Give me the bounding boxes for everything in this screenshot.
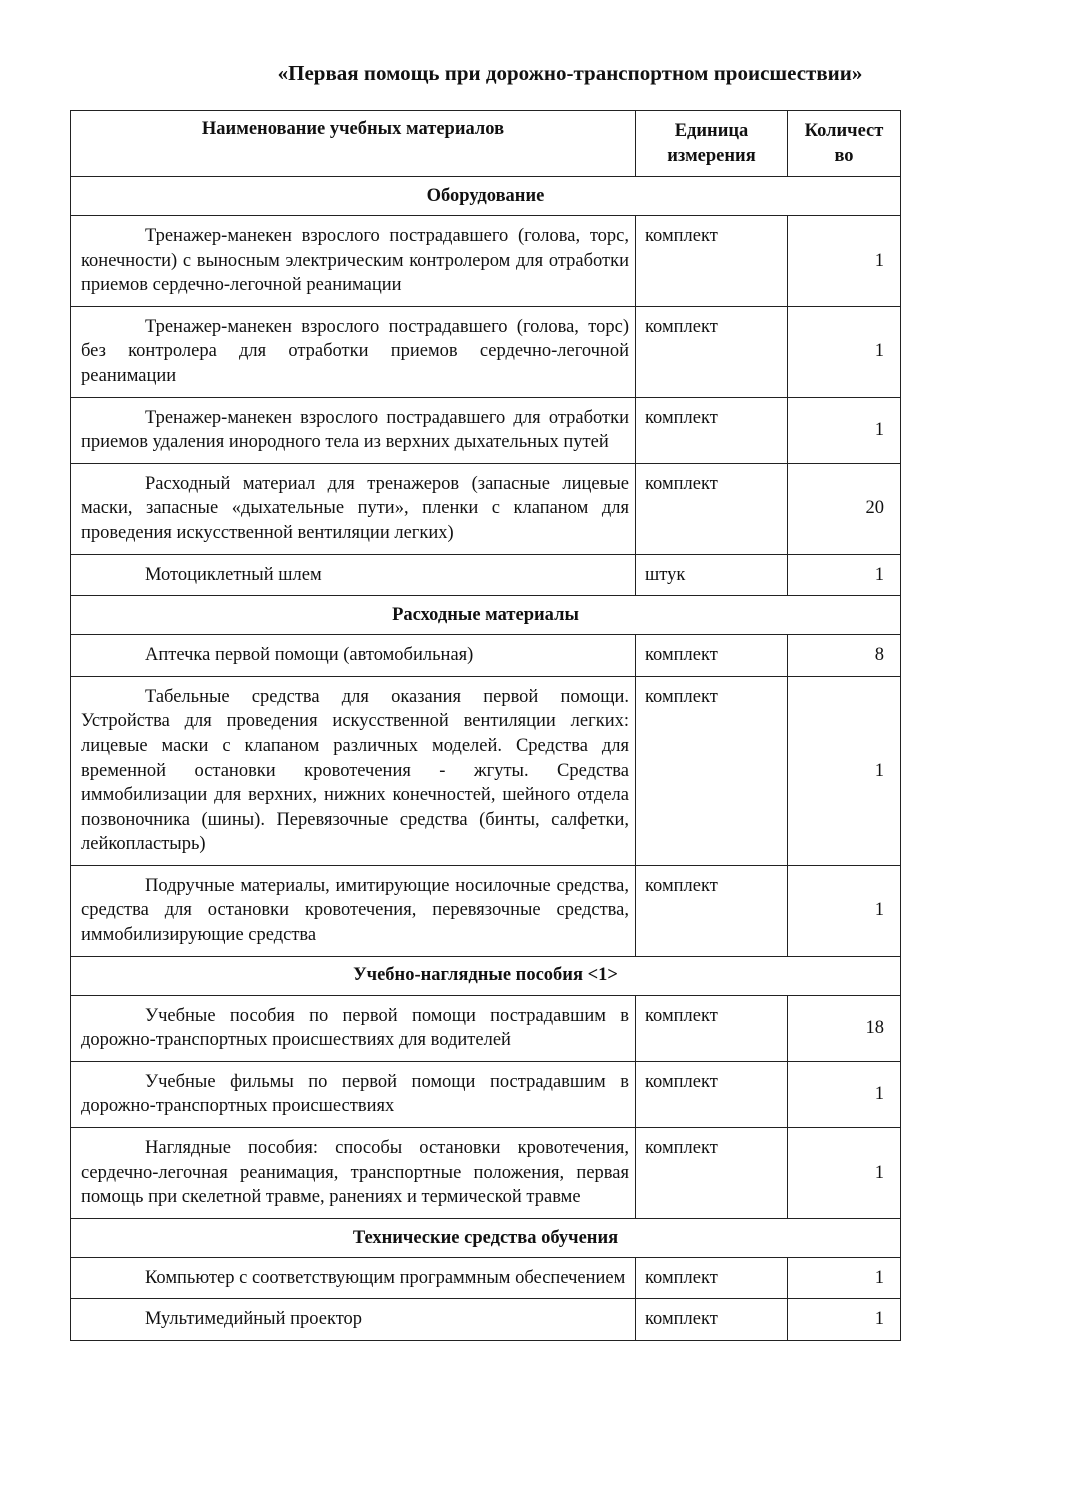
materials-table xyxy=(70,110,901,1341)
quantity-cell: 1 xyxy=(788,306,901,397)
quantity-cell: 1 xyxy=(788,1299,901,1341)
section-title: Оборудование xyxy=(71,177,901,216)
quantity-cell: 1 xyxy=(788,865,901,956)
material-name-cell xyxy=(71,554,636,596)
column-header-name: Наименование учебных материалов xyxy=(71,111,636,177)
material-name: Мотоциклетный шлем xyxy=(145,564,322,585)
unit-cell: комплект xyxy=(636,676,788,865)
table-row xyxy=(71,1061,901,1127)
unit-cell: штук xyxy=(636,554,788,596)
material-name: Мультимедийный проектор xyxy=(145,1309,363,1330)
quantity-cell: 1 xyxy=(788,1128,901,1219)
material-name: Компьютер с соответствующим программным обеспечением xyxy=(145,1267,626,1288)
unit-cell: комплект xyxy=(636,995,788,1061)
table-row xyxy=(71,1299,901,1341)
quantity-cell: 8 xyxy=(788,635,901,677)
unit-cell: комплект xyxy=(636,1128,788,1219)
unit-cell: комплект xyxy=(636,306,788,397)
table-row xyxy=(71,306,901,397)
unit-cell: комплект xyxy=(636,463,788,554)
table-row xyxy=(71,554,901,596)
section-title: Расходные материалы xyxy=(71,596,901,635)
unit-cell: комплект xyxy=(636,865,788,956)
column-header-unit xyxy=(636,111,788,177)
material-name: Тренажер-манекен взрослого пострадавшего (голова, торс) без контролера для отработки приемов сердечно-легочной реанимации xyxy=(81,316,629,386)
unit-cell: комплект xyxy=(636,216,788,307)
table-row xyxy=(71,463,901,554)
material-name: Учебные фильмы по первой помощи пострадавшим в дорожно-транспортных происшествиях xyxy=(81,1071,629,1117)
material-name-cell xyxy=(71,463,636,554)
material-name: Расходный материал для тренажеров (запасные лицевые маски, запасные «дыхательные пути», пленки с клапаном для проведения искусственной вентиляции легких) xyxy=(81,473,629,543)
material-name: Тренажер-манекен взрослого пострадавшего для отработки приемов удаления инородного тела из верхних дыхательных путей xyxy=(81,407,629,453)
table-row xyxy=(71,635,901,677)
table-row xyxy=(71,995,901,1061)
material-name-cell xyxy=(71,865,636,956)
material-name-cell xyxy=(71,676,636,865)
table-row xyxy=(71,1128,901,1219)
material-name: Аптечка первой помощи (автомобильная) xyxy=(145,645,474,666)
quantity-cell: 1 xyxy=(788,397,901,463)
table-row xyxy=(71,676,901,865)
column-header-qty xyxy=(788,111,901,177)
section-title: Учебно-наглядные пособия <1> xyxy=(71,956,901,995)
unit-cell: комплект xyxy=(636,635,788,677)
material-name: Наглядные пособия: способы остановки кровотечения, сердечно-легочная реанимация, транспортные положения, первая помощь при скелетной травме, ранениях и термической травме xyxy=(81,1138,629,1208)
material-name: Тренажер-манекен взрослого пострадавшего (голова, торс, конечности) с выносным электрическим контролером для отработки приемов сердечно-легочной реанимации xyxy=(81,226,629,296)
material-name-cell xyxy=(71,306,636,397)
quantity-cell: 1 xyxy=(788,216,901,307)
document-title: «Первая помощь при дорожно-транспортном происшествии» xyxy=(277,61,863,85)
table-row xyxy=(71,865,901,956)
unit-cell: комплект xyxy=(636,397,788,463)
section-row xyxy=(71,956,901,995)
quantity-cell: 1 xyxy=(788,676,901,865)
material-name: Подручные материалы, имитирующие носилочные средства, средства для остановки кровотечения, перевязочные средства, иммобилизирующие средства xyxy=(81,875,629,946)
column-header-unit-line1: Единица xyxy=(674,120,749,141)
quantity-cell: 1 xyxy=(788,1061,901,1127)
table-row xyxy=(71,1257,901,1299)
table-body xyxy=(71,177,901,1341)
section-row xyxy=(71,1218,901,1257)
section-row xyxy=(71,177,901,216)
column-header-qty-line1: Количест xyxy=(804,120,884,141)
column-header-unit-line2: измерения xyxy=(667,145,756,166)
table-row xyxy=(71,397,901,463)
unit-cell: комплект xyxy=(636,1257,788,1299)
quantity-cell: 1 xyxy=(788,1257,901,1299)
material-name-cell xyxy=(71,1128,636,1219)
quantity-cell: 18 xyxy=(788,995,901,1061)
quantity-cell: 1 xyxy=(788,554,901,596)
material-name-cell xyxy=(71,1257,636,1299)
material-name: Табельные средства для оказания первой помощи. Устройства для проведения искусственной вентиляции легких: лицевые маски с клапаном различных моделей. Средства для временной остановки кровотечения - жгуты. Средства иммобилизации для верхних, нижних конечностей, шейного отдела позвоночника (шины). Перевязочные средства (бинты, салфетки, лейкопластырь) xyxy=(81,686,629,855)
material-name-cell xyxy=(71,635,636,677)
column-header-qty-line2: во xyxy=(834,145,854,166)
material-name: Учебные пособия по первой помощи пострадавшим в дорожно-транспортных происшествиях для водителей xyxy=(81,1005,629,1051)
table-header-row xyxy=(71,111,901,177)
material-name-cell xyxy=(71,216,636,307)
material-name-cell xyxy=(71,1061,636,1127)
quantity-cell: 20 xyxy=(788,463,901,554)
section-row xyxy=(71,596,901,635)
material-name-cell xyxy=(71,1299,636,1341)
table-row xyxy=(71,216,901,307)
unit-cell: комплект xyxy=(636,1061,788,1127)
unit-cell: комплект xyxy=(636,1299,788,1341)
material-name-cell xyxy=(71,995,636,1061)
material-name-cell xyxy=(71,397,636,463)
section-title: Технические средства обучения xyxy=(71,1218,901,1257)
